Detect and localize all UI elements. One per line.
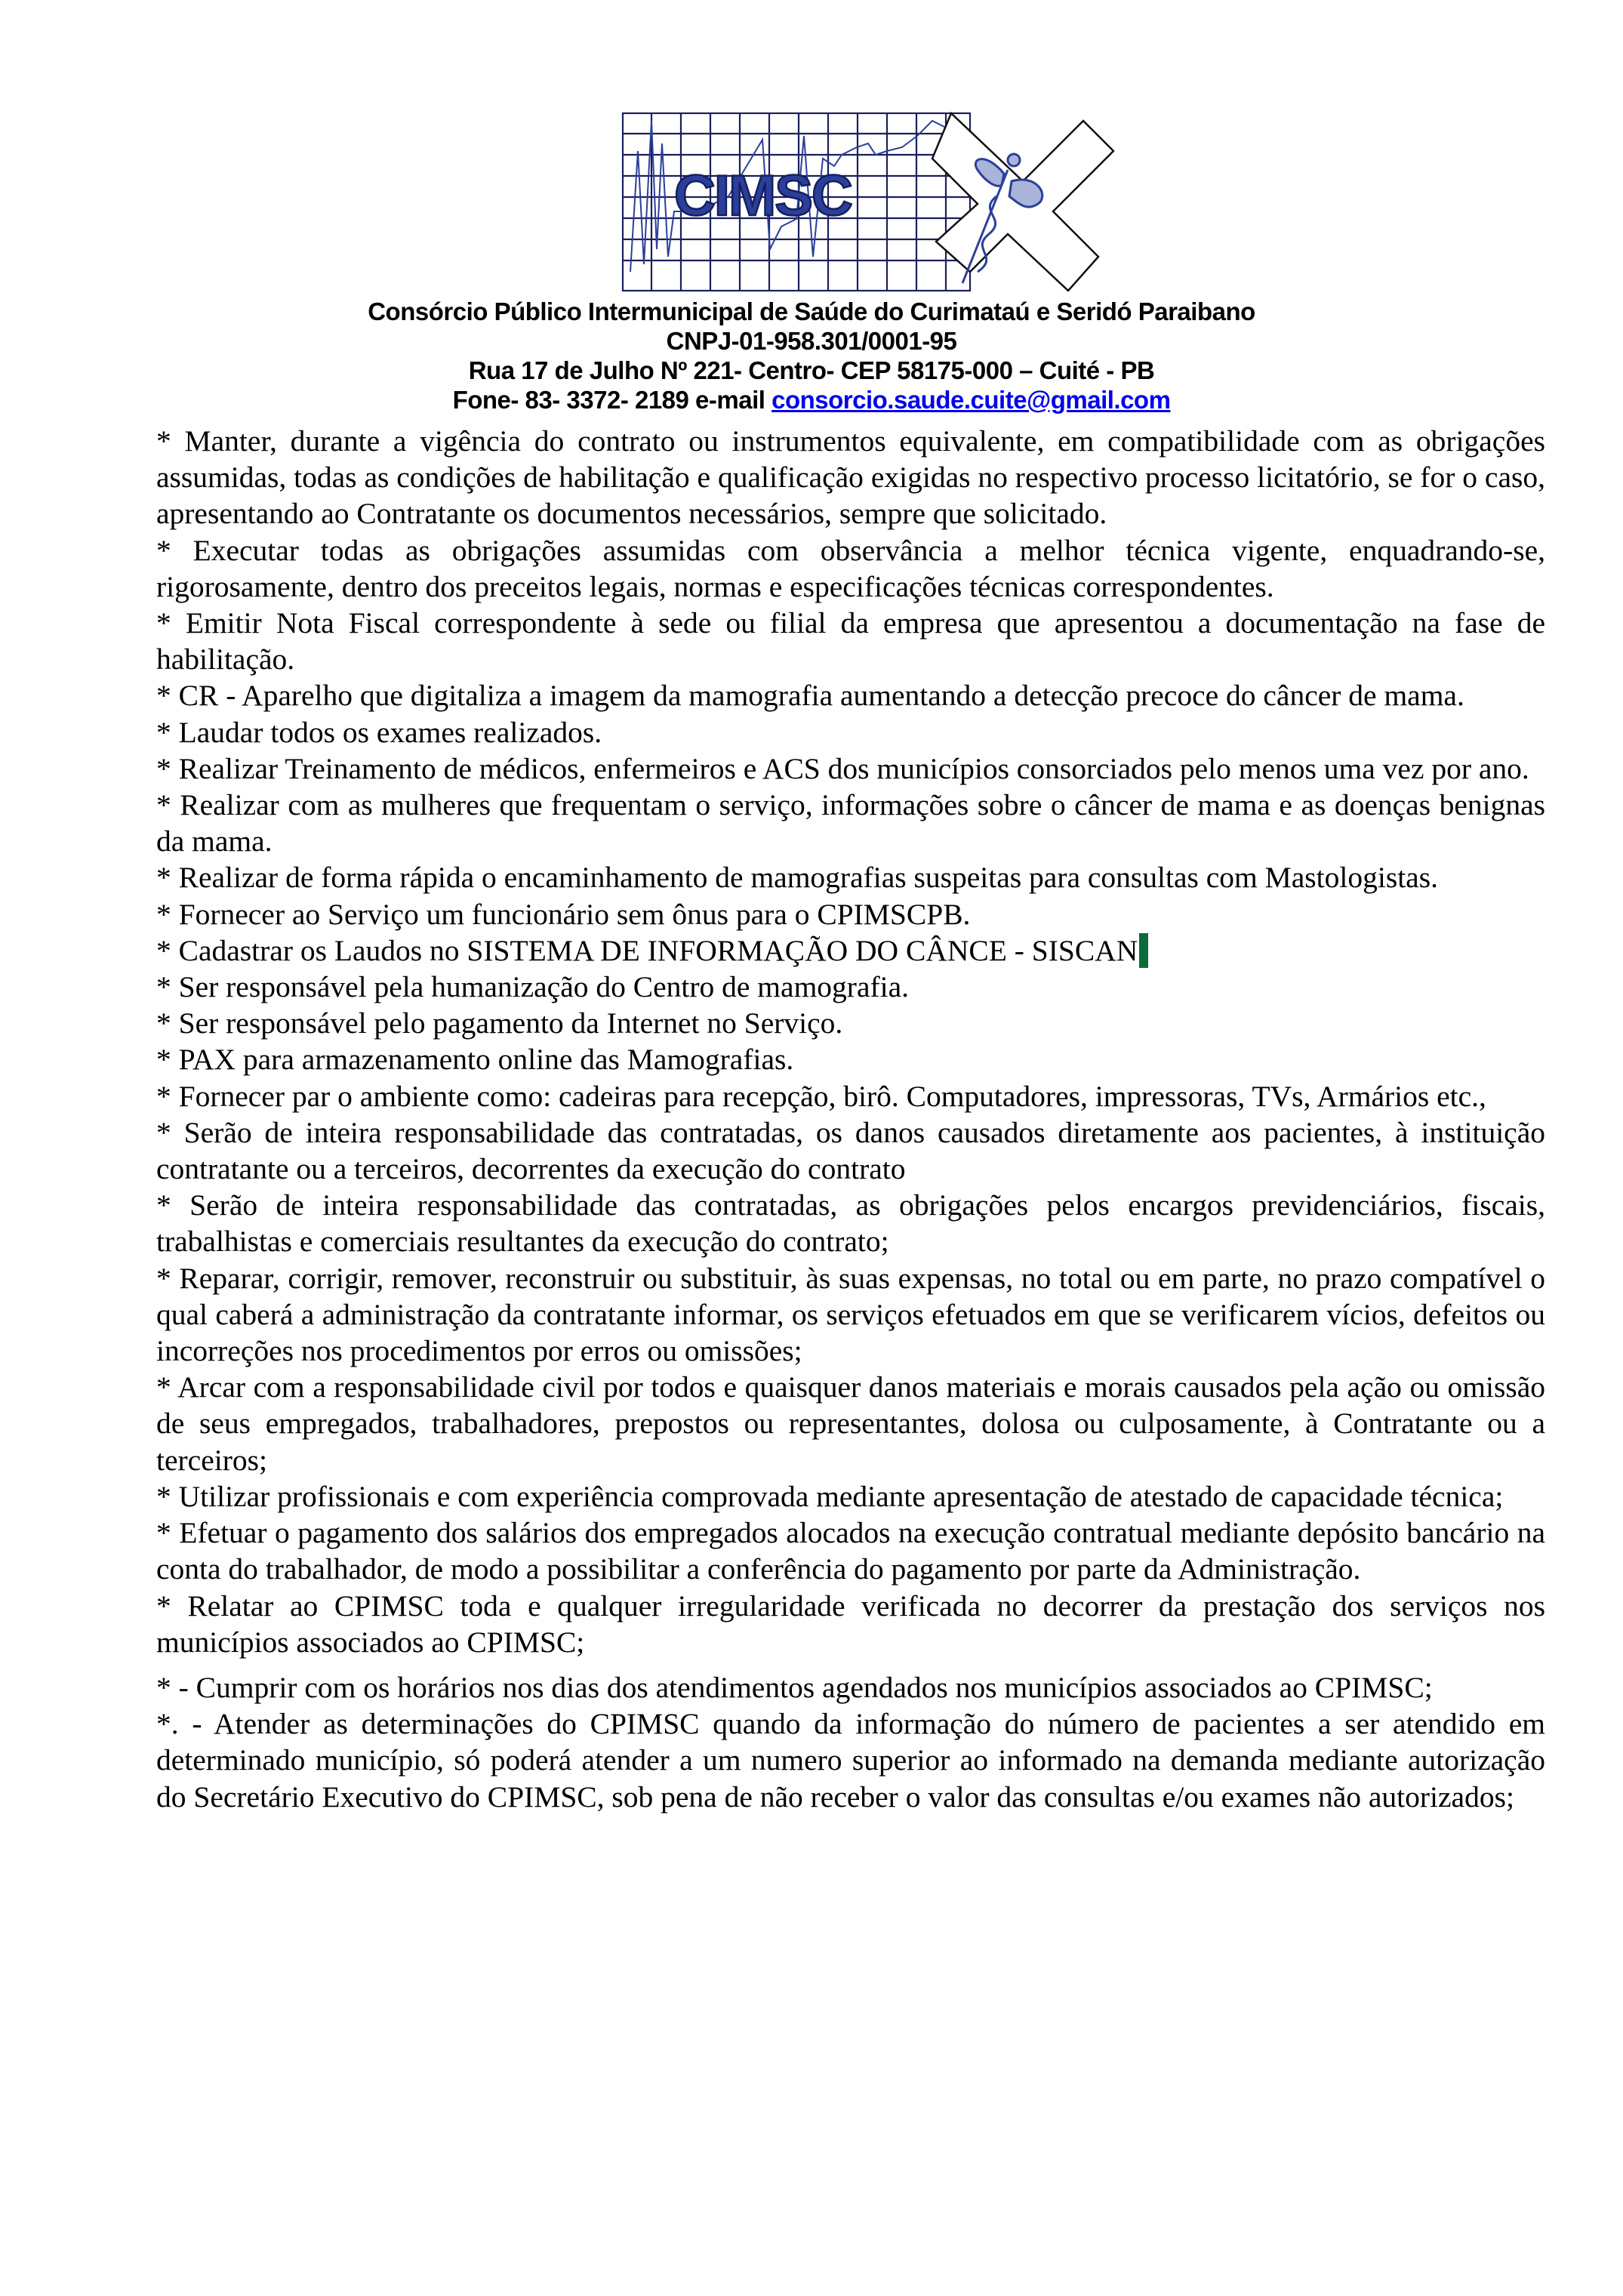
list-item: * Reparar, corrigir, remover, reconstruir ou substituir, às suas expensas, no total ou em parte, no prazo compatível o qual caberá a administração da contratante informar, os serviços efetuados em que se verificarem vícios, defeitos ou incorreções nos procedimentos por erros ou omissões; [156, 1261, 1545, 1368]
text-cursor [1139, 933, 1148, 968]
list-item: *. - Atender as determinações do CPIMSC quando da informação do número de pacientes a ser atendido em determinado município, só poderá atender a um numero superior ao informado na demanda mediante autorização do Secretário Executivo do CPIMSC, sob pena de não receber o valor das consultas e/ou exames não autorizados; [156, 1707, 1545, 1814]
obligations-list [156, 423, 1545, 1815]
list-item: * Manter, durante a vigência do contrato ou instrumentos equivalente, em compatibilidade com as obrigações assumidas, todas as condições de habilitação e qualificação exigidas no respectivo processo licitatório, se for o caso, apresentando ao Contratante os documentos necessários, sempre que solicitado. [156, 424, 1545, 531]
siscan-text: * Cadastrar os Laudos no SISTEMA DE INFORMAÇÃO DO CÂNCE - SISCAN [156, 933, 1138, 967]
list-item: * Executar todas as obrigações assumidas com observância a melhor técnica vigente, enquadrando-se, rigorosamente, dentro dos preceitos legais, normas e especificações técnicas correspondentes. [156, 533, 1545, 603]
logo-text: CIMSC [674, 164, 852, 228]
list-item: * Arcar com a responsabilidade civil por todos e quaisquer danos materiais e morais causados pela ação ou omissão de seus empregados, trabalhadores, prepostos ou representantes, dolosa ou culposamente, à Contratante ou a terceiros; [156, 1370, 1545, 1477]
letterhead [0, 297, 1623, 415]
email-link[interactable]: consorcio.saude.cuite@gmail.com [771, 386, 1171, 414]
list-item: * Efetuar o pagamento dos salários dos empregados alocados na execução contratual mediante depósito bancário na conta do trabalhador, de modo a possibilitar a conferência do pagamento por parte da Administração. [156, 1516, 1545, 1586]
list-item: * Ser responsável pela humanização do Centro de mamografia. [156, 970, 910, 1004]
list-item: * Realizar Treinamento de médicos, enfermeiros e ACS dos municípios consorciados pelo menos uma vez por ano. [156, 751, 1529, 785]
cimsc-logo [615, 98, 1144, 302]
list-item: * Ser responsável pelo pagamento da Internet no Serviço. [156, 1006, 843, 1040]
list-item: * Laudar todos os exames realizados. [156, 715, 602, 749]
list-item: * Serão de inteira responsabilidade das contratadas, as obrigações pelos encargos previdenciários, fiscais, trabalhistas e comerciais resultantes da execução do contrato; [156, 1188, 1545, 1259]
cnpj: CNPJ-01-958.301/0001-95 [666, 327, 957, 355]
list-item-siscan [156, 932, 1545, 969]
list-item: * CR - Aparelho que digitaliza a imagem da mamografia aumentando a detecção precoce do câncer de mama. [156, 679, 1464, 713]
list-item: * Emitir Nota Fiscal correspondente à sede ou filial da empresa que apresentou a documentação na fase de habilitação. [156, 606, 1545, 676]
list-item: * Fornecer ao Serviço um funcionário sem ônus para o CPIMSCPB. [156, 897, 971, 931]
list-item: * Serão de inteira responsabilidade das contratadas, os danos causados diretamente aos pacientes, à instituição contratante ou a terceiros, decorrentes da execução do contrato [156, 1115, 1545, 1186]
contact-line [0, 385, 1623, 415]
phone: Fone- 83- 3372- 2189 e-mail [452, 386, 772, 414]
list-item: * Realizar com as mulheres que frequentam o serviço, informações sobre o câncer de mama e as doenças benignas da mama. [156, 788, 1545, 858]
list-item: * Relatar ao CPIMSC toda e qualquer irregularidade verificada no decorrer da prestação dos serviços nos municípios associados ao CPIMSC; [156, 1589, 1545, 1659]
list-item: * Utilizar profissionais e com experiência comprovada mediante apresentação de atestado de capacidade técnica; [156, 1479, 1504, 1513]
list-item: * PAX para armazenamento online das Mamografias. [156, 1043, 794, 1077]
address: Rua 17 de Julho Nº 221- Centro- CEP 58175-000 – Cuité - PB [468, 356, 1155, 384]
logo-graphic [615, 98, 1144, 302]
list-item: * - Cumprir com os horários nos dias dos atendimentos agendados nos municípios associados ao CPIMSC; [156, 1670, 1433, 1704]
list-item: * Fornecer par o ambiente como: cadeiras para recepção, birô. Computadores, impressoras, TVs, Armários etc., [156, 1079, 1486, 1113]
list-item: * Realizar de forma rápida o encaminhamento de mamografias suspeitas para consultas com Mastologistas. [156, 861, 1438, 895]
org-name: Consórcio Público Intermunicipal de Saúde do Curimataú e Seridó Paraibano [368, 297, 1255, 325]
